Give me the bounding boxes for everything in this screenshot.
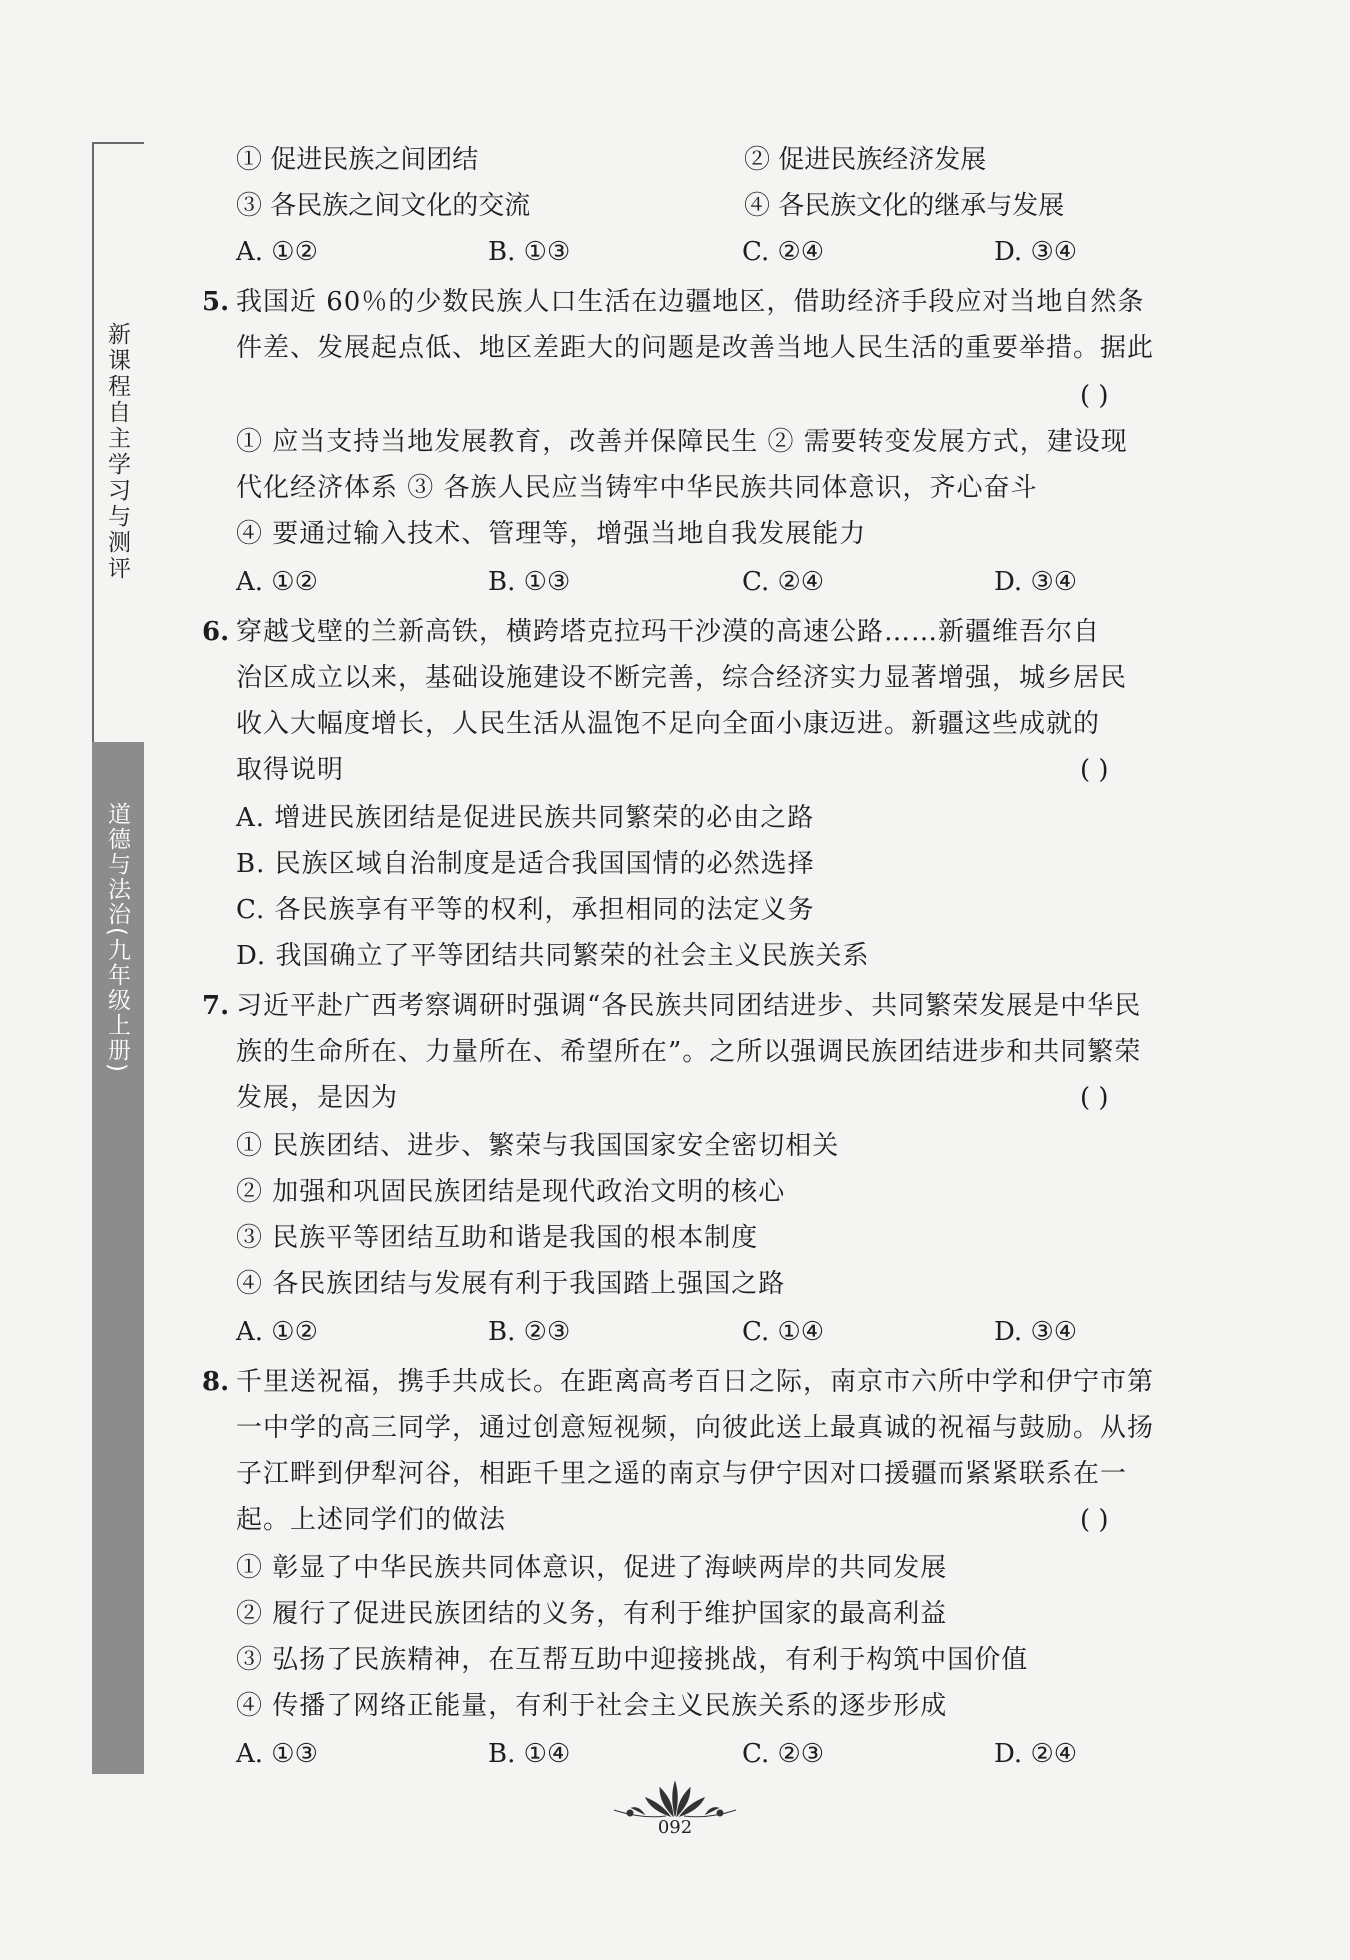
q7-item-line: ④ 各民族团结与发展有利于我国踏上强国之路	[236, 1269, 786, 1299]
q4-item-3: ③ 各民族之间文化的交流	[236, 191, 531, 221]
q5-item-line: ④ 要通过输入技术、管理等，增强当地自我发展能力	[236, 519, 867, 549]
q5-choice-a: A. ①②	[236, 567, 318, 597]
series-title: 新课程自主学习与测评	[104, 322, 130, 582]
q8-item-line: ① 彰显了中华民族共同体意识，促进了海峡两岸的共同发展	[236, 1553, 948, 1583]
q7-item-line: ③ 民族平等团结互助和谐是我国的根本制度	[236, 1223, 759, 1253]
q6-option-a: A. 增进民族团结是促进民族共同繁荣的必由之路	[236, 803, 815, 833]
q7-item-line: ② 加强和巩固民族团结是现代政治文明的核心	[236, 1177, 786, 1207]
q8-choice-d: D. ②④	[994, 1739, 1078, 1769]
q7-number: 7.	[202, 991, 230, 1021]
q8-choice-c: C. ②③	[742, 1739, 825, 1769]
q5-number: 5.	[202, 287, 230, 317]
q8-stem-line: 起。上述同学们的做法	[236, 1505, 507, 1535]
q6-stem-line: 治区成立以来，基础设施建设不断完善，综合经济实力显著增强，城乡居民	[236, 663, 1128, 693]
q6-stem-line: 收入大幅度增长，人民生活从温饱不足向全面小康迈进。新疆这些成就的	[236, 709, 1101, 739]
q7-choice-c: C. ①④	[742, 1317, 825, 1347]
q5-item-line: ① 应当支持当地发展教育，改善并保障民生 ② 需要转变发展方式，建设现	[236, 427, 1128, 457]
q6-number: 6.	[202, 617, 230, 647]
q6-stem-line: 穿越戈壁的兰新高铁，横跨塔克拉玛干沙漠的高速公路……新疆维吾尔自	[236, 617, 1101, 647]
q8-answer-blank: ( )	[1080, 1505, 1109, 1535]
q4-choice-c: C. ②④	[742, 237, 825, 267]
q4-choice-a: A. ①②	[236, 237, 318, 267]
q5-stem-line: 我国近 60％的少数民族人口生活在边疆地区，借助经济手段应对当地自然条	[236, 287, 1145, 317]
q6-option-c: C. 各民族享有平等的权利，承担相同的法定义务	[236, 895, 815, 925]
q7-stem-line: 族的生命所在、力量所在、希望所在”。之所以强调民族团结进步和共同繁荣	[236, 1037, 1142, 1067]
q8-item-line: ④ 传播了网络正能量，有利于社会主义民族关系的逐步形成	[236, 1691, 948, 1721]
leaf-ornament-icon	[600, 1780, 750, 1820]
q7-item-line: ① 民族团结、进步、繁荣与我国国家安全密切相关	[236, 1131, 840, 1161]
q7-choice-a: A. ①②	[236, 1317, 318, 1347]
q5-stem-line: 件差、发展起点低、地区差距大的问题是改善当地人民生活的重要举措。据此	[236, 333, 1155, 363]
page-number: 092	[657, 1817, 693, 1838]
q7-stem-line: 发展，是因为	[236, 1083, 399, 1113]
q5-answer-blank: ( )	[1080, 381, 1109, 411]
q6-option-d: D. 我国确立了平等团结共同繁荣的社会主义民族关系	[236, 941, 870, 971]
q6-stem-line: 取得说明	[236, 755, 345, 785]
q7-choice-d: D. ③④	[994, 1317, 1078, 1347]
q8-choice-b: B. ①④	[488, 1739, 571, 1769]
q4-choice-d: D. ③④	[994, 237, 1078, 267]
q8-stem-line: 千里送祝福，携手共成长。在距离高考百日之际，南京市六所中学和伊宁市第	[236, 1367, 1155, 1397]
q7-stem-line: 习近平赴广西考察调研时强调“各民族共同团结进步、共同繁荣发展是中华民	[236, 991, 1142, 1021]
q8-item-line: ② 履行了促进民族团结的义务，有利于维护国家的最高利益	[236, 1599, 948, 1629]
q6-answer-blank: ( )	[1080, 755, 1109, 785]
q4-item-2: ② 促进民族经济发展	[744, 145, 987, 175]
q8-item-line: ③ 弘扬了民族精神，在互帮互助中迎接挑战，有利于构筑中国价值	[236, 1645, 1029, 1675]
q4-item-4: ④ 各民族文化的继承与发展	[744, 191, 1065, 221]
q5-choice-d: D. ③④	[994, 567, 1078, 597]
q8-stem-line: 子江畔到伊犁河谷，相距千里之遥的南京与伊宁因对口援疆而紧紧联系在一	[236, 1459, 1128, 1489]
q5-choice-c: C. ②④	[742, 567, 825, 597]
q8-number: 8.	[202, 1367, 230, 1397]
q7-choice-b: B. ②③	[488, 1317, 571, 1347]
q6-option-b: B. 民族区域自治制度是适合我国国情的必然选择	[236, 849, 815, 879]
q8-choice-a: A. ①③	[236, 1739, 318, 1769]
q4-choice-b: B. ①③	[488, 237, 571, 267]
q8-stem-line: 一中学的高三同学，通过创意短视频，向彼此送上最真诚的祝福与鼓励。从扬	[236, 1413, 1155, 1443]
q7-answer-blank: ( )	[1080, 1083, 1109, 1113]
q4-item-1: ① 促进民族之间团结	[236, 145, 479, 175]
q5-choice-b: B. ①③	[488, 567, 571, 597]
subject-title: 道德与法治(九年级上册)	[104, 802, 130, 1074]
q5-item-line: 代化经济体系 ③ 各族人民应当铸牢中华民族共同体意识，齐心奋斗	[236, 473, 1038, 503]
